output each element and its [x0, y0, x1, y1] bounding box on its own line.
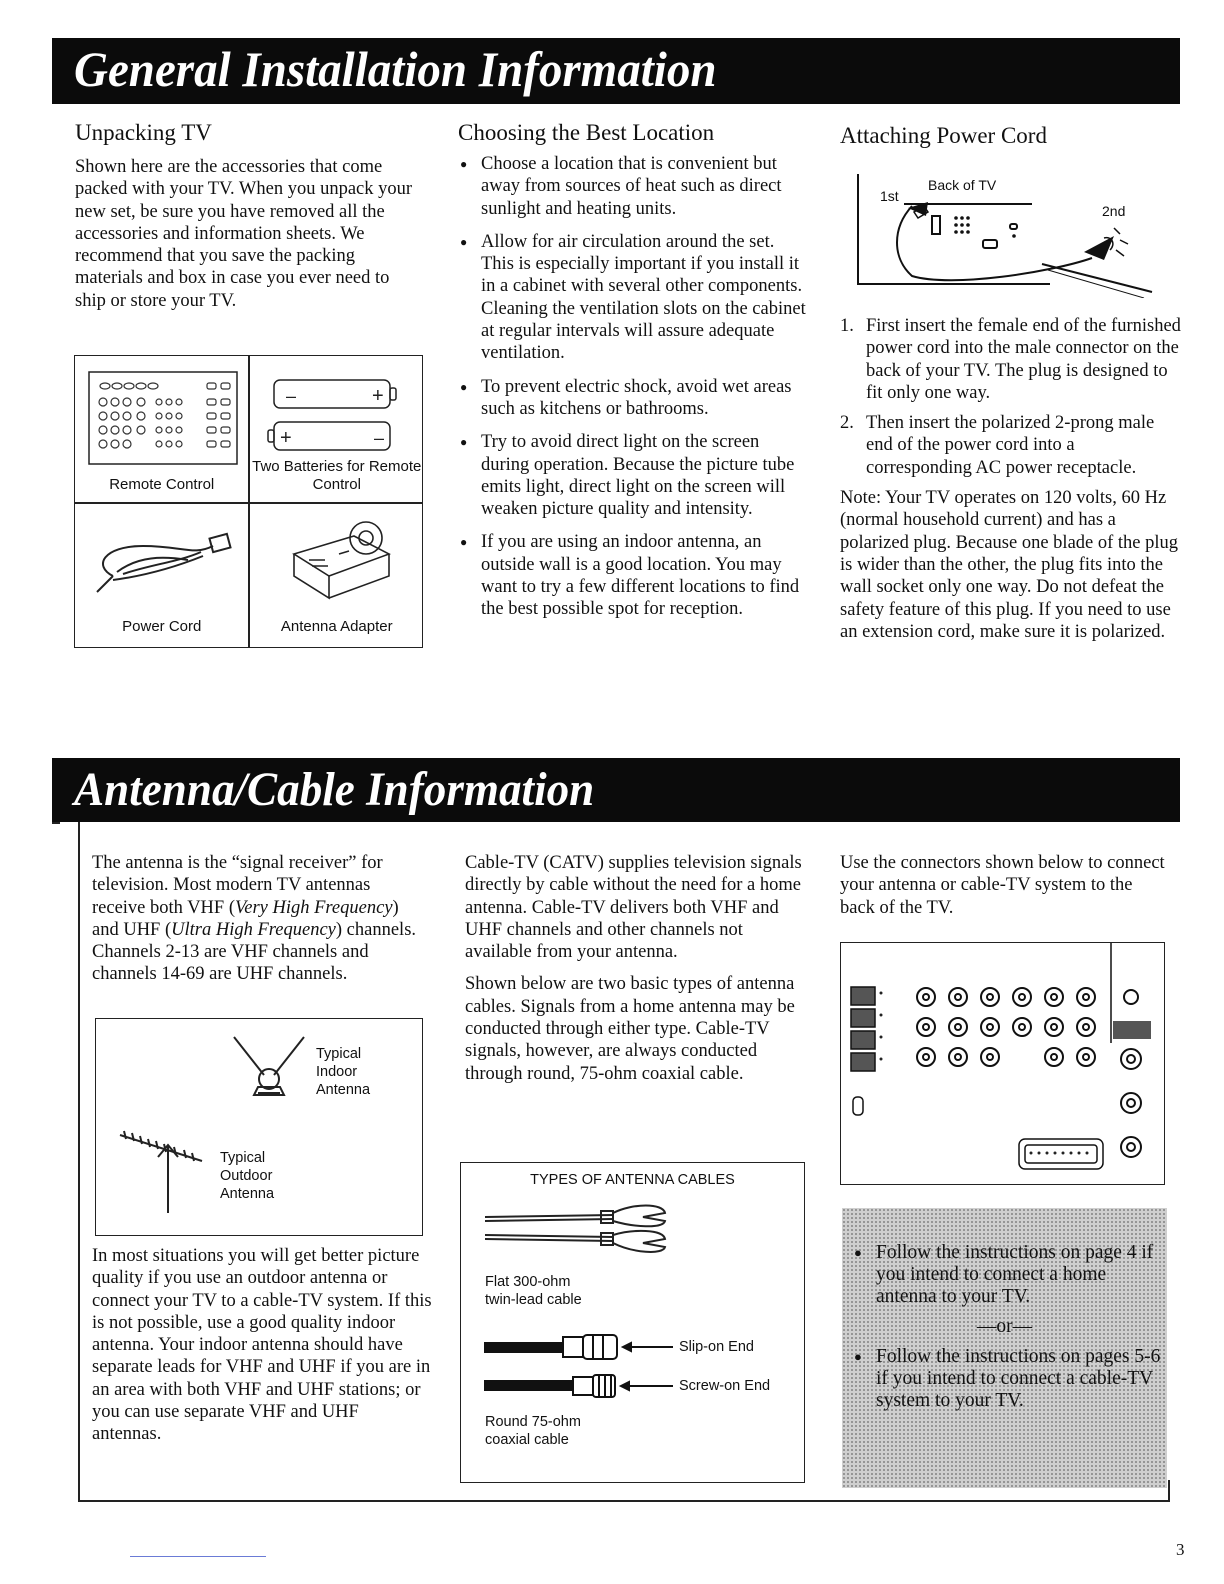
svg-text:+: + [372, 385, 384, 407]
location-bullet: ● Choose a location that is convenient but away from sources of heat such as direct sunlight and heating units. [458, 153, 806, 220]
step-number: 2. [840, 413, 854, 434]
tv-rear-panel-diagram [840, 942, 1165, 1185]
power-cord-steps-block [840, 315, 1185, 653]
unpacking-body: Shown here are the accessories that come packed with your TV. When you unpack your new set, be sure you have removed all the accessories and information sheets. We recommend that you save the packing materials and box in case you ever need to ship or store your TV. [75, 157, 413, 311]
label-line: Typical [316, 1046, 362, 1062]
screw-on-end-label: Screw-on End [679, 1378, 771, 1394]
indoor-antenna-label [316, 1045, 370, 1099]
antenna-types-figure [95, 1018, 423, 1236]
power-step [840, 412, 1185, 479]
step-number: 1. [840, 316, 854, 336]
diagram-label-second: 2nd [1102, 203, 1126, 219]
label-line: Round 75-ohm [485, 1414, 581, 1430]
callout-list [842, 1346, 1167, 1412]
power-cord-steps [840, 315, 1185, 479]
location-bullet: ● To prevent electric shock, avoid wet areas such as kitchens or bathrooms. [458, 376, 806, 421]
flat-twin-lead-cable-icon [483, 1199, 683, 1259]
diagram-label-first: 1st [880, 188, 899, 204]
callout-antenna-instruction: ● Follow the instructions on page 4 if you intend to connect a home antenna to your TV. [842, 1242, 1167, 1308]
location-heading: Choosing the Best Location [458, 120, 715, 145]
antenna-intro-text: ) and UHF ( [92, 897, 399, 940]
callout-or-separator: —or— [976, 1316, 1033, 1337]
note-label: Note: [840, 488, 882, 509]
outdoor-antenna-label [220, 1149, 274, 1203]
label-line: Typical [220, 1150, 266, 1166]
step-text: Then insert the polarized 2-prong male end of the power cord into a corresponding AC power receptacle. [866, 413, 1155, 478]
antenna-adapter-icon [264, 514, 414, 609]
connectors-section [840, 852, 1165, 929]
connection-instructions-callout [842, 1208, 1167, 1488]
callout-list [842, 1242, 1167, 1308]
cable-types-title: TYPES OF ANTENNA CABLES [530, 1172, 735, 1188]
label-line: Outdoor [220, 1168, 273, 1184]
remote-control-icon [83, 368, 243, 468]
batteries-caption: Two Batteries for Remote Control [252, 458, 422, 493]
svg-text:+: + [280, 427, 292, 449]
coaxial-cable-label [485, 1413, 581, 1449]
accessory-batteries [250, 356, 424, 502]
svg-text:–: – [374, 428, 385, 448]
unpacking-section [75, 120, 420, 322]
connectors-intro: Use the connectors shown below to connect your antenna or cable-TV system to the back of the TV. [840, 853, 1165, 918]
banner-title: Antenna/Cable Information [74, 763, 595, 816]
location-bullet-list [458, 153, 806, 621]
antenna-advice: In most situations you will get better picture quality if you use an outdoor antenna or connect your TV to a cable-TV system. If this is not possible, use a good quality indoor antenna. Your indoor antenna should have separate leads for VHF and UHF if you are in an area with both VHF and UHF stations; or you can use separate VHF and UHF antennas. [92, 1246, 432, 1445]
power-cord-icon [83, 516, 243, 606]
slip-on-end-label: Slip-on End [679, 1339, 754, 1355]
antenna-intro-text: ) channels. Channels 2-13 are VHF channels and channels 14-69 are UHF channels. [92, 919, 417, 985]
location-bullet: ● If you are using an indoor antenna, an outside wall is a good location. You may want to try a few different locations to find the best possible spot for reception. [458, 531, 806, 620]
uhf-term: Ultra High Frequency [171, 919, 336, 940]
remote-control-caption: Remote Control [109, 476, 215, 493]
outdoor-antenna-icon [118, 1127, 208, 1217]
page-number: 3 [1176, 1540, 1185, 1559]
step-text: First insert the female end of the furnished power cord into the male connector on the back of your TV. The plug is designed to fit only one way. [866, 316, 1181, 403]
tv-back-diagram [852, 168, 1162, 298]
label-line: Indoor [316, 1064, 358, 1080]
power-cord-section [840, 123, 1185, 159]
label-line: coaxial cable [485, 1432, 569, 1448]
antenna-intro [92, 852, 427, 986]
cable-paragraph-2: Shown below are two basic types of antenna cables. Signals from a home antenna may be conducted through either type. Cable-TV signals, however, are always conducted through round, 75-ohm coaxial cable. [465, 974, 795, 1084]
power-note [840, 487, 1185, 643]
label-line: Antenna [220, 1186, 275, 1202]
cable-types-figure [460, 1162, 805, 1483]
location-section [458, 120, 806, 632]
accessory-remote-control [75, 356, 249, 502]
callout-cable-instruction: ● Follow the instructions on pages 5-6 if you intend to connect a cable-TV system to your TV. [842, 1346, 1167, 1412]
rear-panel-connectors-icon [841, 943, 1163, 1183]
label-line: Flat 300-ohm [485, 1274, 571, 1290]
flat-cable-label [485, 1273, 582, 1309]
antenna-intro-section [92, 852, 427, 996]
section-banner-general-installation [52, 38, 1180, 104]
section-banner-antenna-cable [52, 758, 1180, 822]
label-line: Antenna [316, 1082, 371, 1098]
cable-section [465, 852, 805, 1095]
location-bullet: ● Try to avoid direct light on the screen during operation. Because the picture tube emits light, direct light on the screen will weaken picture quality and intensity. [458, 431, 806, 520]
power-step [840, 315, 1185, 404]
indoor-antenna-icon [224, 1033, 314, 1113]
diagram-label-back: Back of TV [928, 177, 997, 193]
unpacking-heading: Unpacking TV [75, 120, 212, 145]
antenna-intro-text: The antenna is the “signal receiver” for television. Most modern TV antennas receive both VHF ( [92, 853, 383, 918]
vhf-term: Very High Frequency [235, 897, 393, 918]
power-cord-caption: Power Cord [122, 618, 202, 635]
accessory-power-cord [75, 504, 249, 650]
antenna-advice-section [92, 1245, 432, 1456]
accessory-antenna-adapter [250, 504, 424, 650]
power-cord-heading: Attaching Power Cord [840, 123, 1047, 148]
antenna-adapter-caption: Antenna Adapter [280, 618, 393, 635]
batteries-icon [264, 374, 414, 469]
svg-text:–: – [286, 386, 297, 406]
banner-title: General Installation Information [74, 41, 717, 97]
label-line: twin-lead cable [485, 1292, 582, 1308]
location-bullet: ● Allow for air circulation around the set. This is especially important if you install it in a cabinet with several other components. Cleaning the ventilation slots on the cabinet at regular intervals will assure adequate ventilation. [458, 231, 806, 365]
note-text: Your TV operates on 120 volts, 60 Hz (normal household current) and has a polarized plug. Because one blade of the plug is wider than the other, the plug fits into the wall socket only one way. Do not defeat the safety feature of this plug. If you need to use an extension cord, make sure it is polarized. [840, 488, 1179, 642]
power-cord-diagram [852, 168, 1162, 298]
footer-rule [130, 1556, 266, 1557]
cable-paragraph-1: Cable-TV (CATV) supplies television signals directly by cable without the need for a home antenna. Cable-TV delivers both VHF and UHF channels and other channels not available from your antenna. [465, 853, 802, 963]
accessories-grid [74, 355, 423, 648]
